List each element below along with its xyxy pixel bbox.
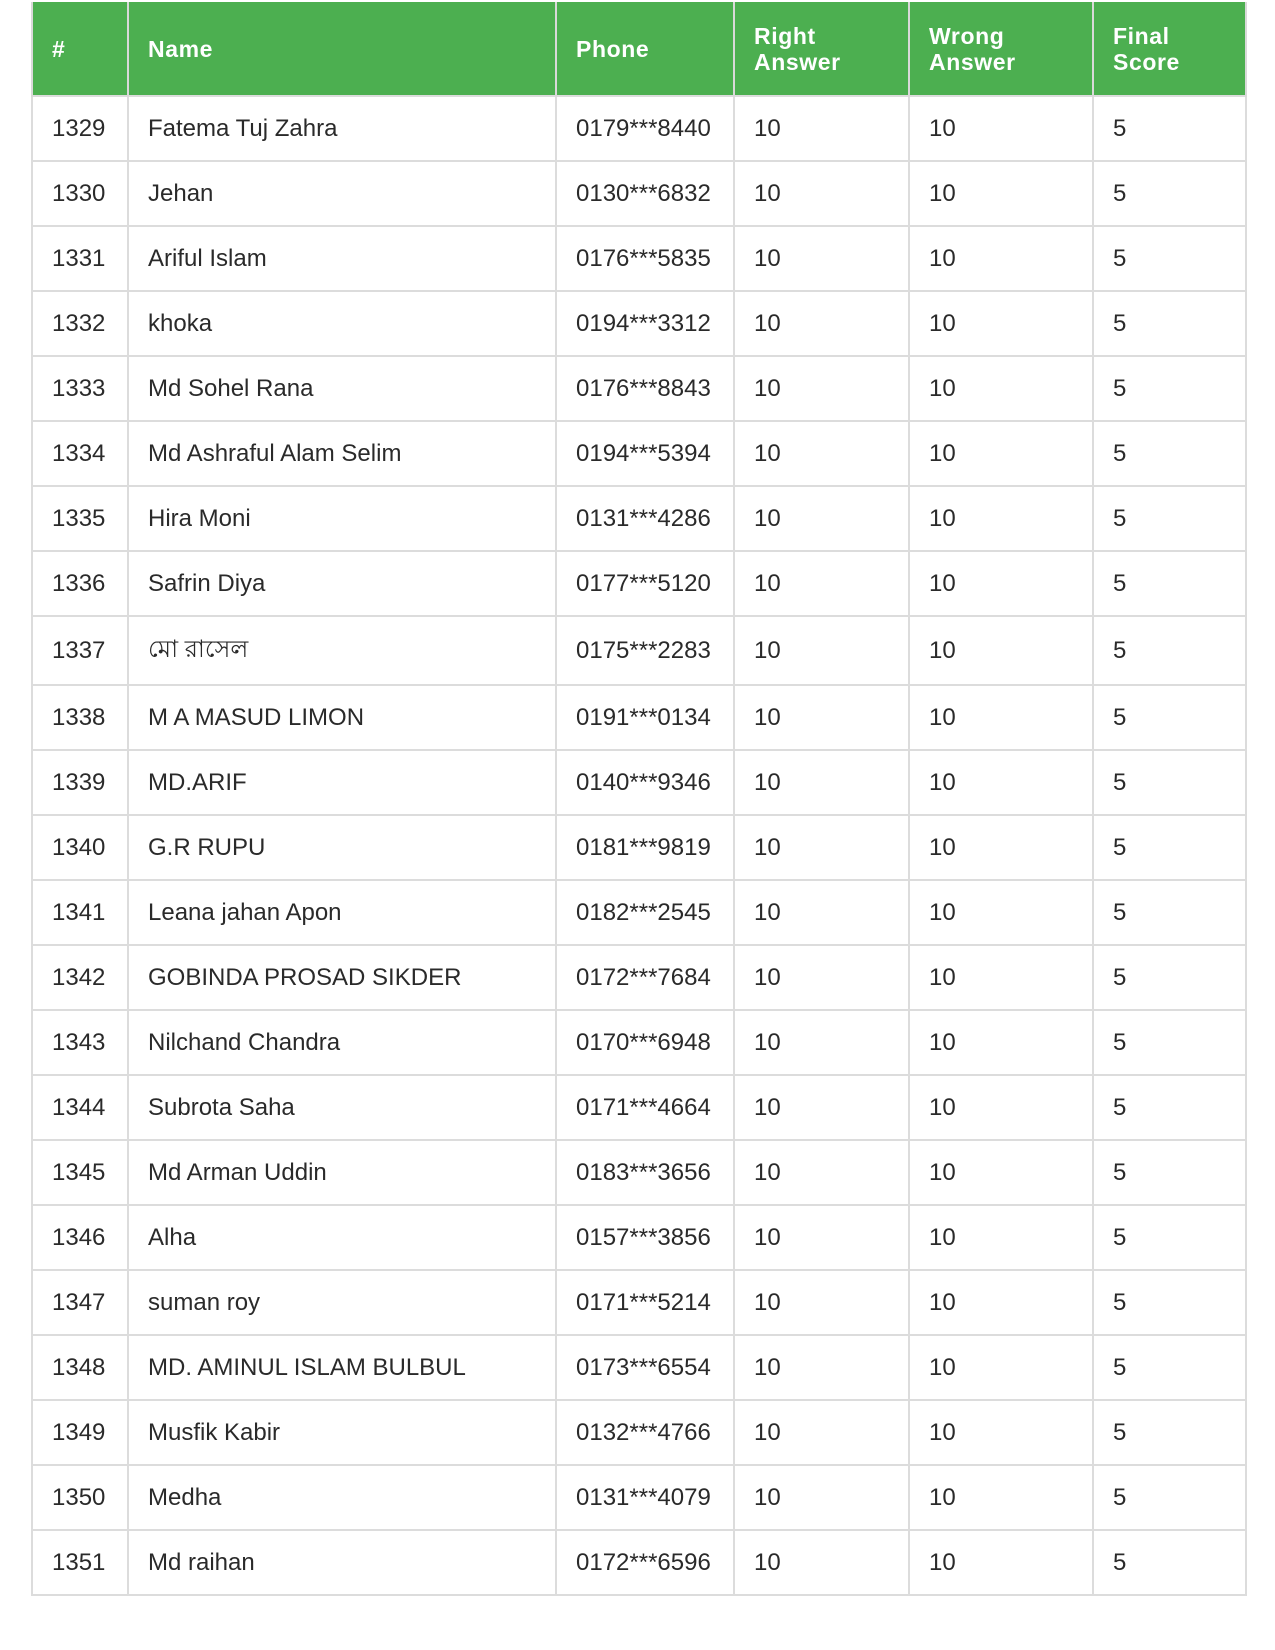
name-cell: M A MASUD LIMON (128, 685, 556, 750)
table-header (32, 2, 1246, 96)
right-answer-cell: 10 (734, 551, 909, 616)
wrong-answer-cell: 10 (909, 1530, 1093, 1595)
phone-cell: 0177***5120 (556, 551, 734, 616)
right-answer-cell: 10 (734, 616, 909, 685)
table-row (32, 291, 1246, 356)
wrong-answer-cell: 10 (909, 1205, 1093, 1270)
row-number-cell: 1340 (32, 815, 128, 880)
right-answer-cell: 10 (734, 226, 909, 291)
row-number-cell: 1351 (32, 1530, 128, 1595)
final-score-cell: 5 (1093, 815, 1246, 880)
phone-cell: 0181***9819 (556, 815, 734, 880)
final-score-cell: 5 (1093, 1335, 1246, 1400)
row-number-cell: 1335 (32, 486, 128, 551)
table-row (32, 356, 1246, 421)
phone-cell: 0175***2283 (556, 616, 734, 685)
wrong-answer-cell: 10 (909, 291, 1093, 356)
phone-cell: 0132***4766 (556, 1400, 734, 1465)
table-row (32, 161, 1246, 226)
table-row (32, 616, 1246, 685)
phone-cell: 0191***0134 (556, 685, 734, 750)
name-cell: Md raihan (128, 1530, 556, 1595)
right-answer-cell: 10 (734, 486, 909, 551)
right-answer-cell: 10 (734, 96, 909, 161)
name-cell: Nilchand Chandra (128, 1010, 556, 1075)
right-answer-cell: 10 (734, 421, 909, 486)
header-right-answer-line2: Answer (754, 48, 841, 75)
phone-cell: 0173***6554 (556, 1335, 734, 1400)
table-row (32, 1075, 1246, 1140)
wrong-answer-cell: 10 (909, 1335, 1093, 1400)
row-number-cell: 1331 (32, 226, 128, 291)
phone-cell: 0176***5835 (556, 226, 734, 291)
row-number-cell: 1344 (32, 1075, 128, 1140)
wrong-answer-cell: 10 (909, 1400, 1093, 1465)
final-score-cell: 5 (1093, 421, 1246, 486)
final-score-cell: 5 (1093, 96, 1246, 161)
row-number-cell: 1342 (32, 945, 128, 1010)
phone-cell: 0157***3856 (556, 1205, 734, 1270)
right-answer-cell: 10 (734, 1400, 909, 1465)
name-cell: MD. AMINUL ISLAM BULBUL (128, 1335, 556, 1400)
wrong-answer-cell: 10 (909, 356, 1093, 421)
wrong-answer-cell: 10 (909, 1270, 1093, 1335)
row-number-cell: 1348 (32, 1335, 128, 1400)
final-score-cell: 5 (1093, 880, 1246, 945)
header-right-answer (734, 2, 909, 96)
table-row (32, 685, 1246, 750)
phone-cell: 0183***3656 (556, 1140, 734, 1205)
phone-cell: 0172***6596 (556, 1530, 734, 1595)
name-cell: Md Ashraful Alam Selim (128, 421, 556, 486)
final-score-cell: 5 (1093, 945, 1246, 1010)
final-score-cell: 5 (1093, 1400, 1246, 1465)
header-wrong-answer (909, 2, 1093, 96)
phone-cell: 0131***4079 (556, 1465, 734, 1530)
table-row (32, 486, 1246, 551)
header-wrong-answer-line1: Wrong (929, 22, 1005, 49)
table-row (32, 551, 1246, 616)
wrong-answer-cell: 10 (909, 945, 1093, 1010)
right-answer-cell: 10 (734, 161, 909, 226)
name-cell: Safrin Diya (128, 551, 556, 616)
row-number-cell: 1332 (32, 291, 128, 356)
right-answer-cell: 10 (734, 1010, 909, 1075)
final-score-cell: 5 (1093, 1140, 1246, 1205)
header-row (32, 2, 1246, 96)
name-cell: Medha (128, 1465, 556, 1530)
row-number-cell: 1347 (32, 1270, 128, 1335)
final-score-cell: 5 (1093, 1530, 1246, 1595)
final-score-cell: 5 (1093, 226, 1246, 291)
name-cell: Musfik Kabir (128, 1400, 556, 1465)
right-answer-cell: 10 (734, 945, 909, 1010)
row-number-cell: 1333 (32, 356, 128, 421)
right-answer-cell: 10 (734, 880, 909, 945)
wrong-answer-cell: 10 (909, 685, 1093, 750)
final-score-cell: 5 (1093, 291, 1246, 356)
final-score-cell: 5 (1093, 750, 1246, 815)
right-answer-cell: 10 (734, 291, 909, 356)
phone-cell: 0171***5214 (556, 1270, 734, 1335)
header-name: Name (128, 2, 556, 96)
wrong-answer-cell: 10 (909, 421, 1093, 486)
row-number-cell: 1329 (32, 96, 128, 161)
phone-cell: 0182***2545 (556, 880, 734, 945)
table-row (32, 945, 1246, 1010)
right-answer-cell: 10 (734, 356, 909, 421)
table-row (32, 750, 1246, 815)
table-row (32, 880, 1246, 945)
wrong-answer-cell: 10 (909, 226, 1093, 291)
header-phone: Phone (556, 2, 734, 96)
final-score-cell: 5 (1093, 356, 1246, 421)
table-row (32, 96, 1246, 161)
phone-cell: 0171***4664 (556, 1075, 734, 1140)
right-answer-cell: 10 (734, 1075, 909, 1140)
wrong-answer-cell: 10 (909, 1010, 1093, 1075)
table-row (32, 1530, 1246, 1595)
wrong-answer-cell: 10 (909, 1465, 1093, 1530)
right-answer-cell: 10 (734, 1335, 909, 1400)
phone-cell: 0172***7684 (556, 945, 734, 1010)
name-cell: মো রাসেল (128, 616, 556, 685)
name-cell: Fatema Tuj Zahra (128, 96, 556, 161)
header-final-score-line2: Score (1113, 48, 1180, 75)
table-row (32, 1400, 1246, 1465)
wrong-answer-cell: 10 (909, 616, 1093, 685)
name-cell: Ariful Islam (128, 226, 556, 291)
final-score-cell: 5 (1093, 1010, 1246, 1075)
results-table-container (31, 2, 1245, 1596)
right-answer-cell: 10 (734, 1270, 909, 1335)
wrong-answer-cell: 10 (909, 551, 1093, 616)
final-score-cell: 5 (1093, 486, 1246, 551)
header-right-answer-line1: Right (754, 22, 816, 49)
wrong-answer-cell: 10 (909, 96, 1093, 161)
name-cell: Leana jahan Apon (128, 880, 556, 945)
wrong-answer-cell: 10 (909, 815, 1093, 880)
final-score-cell: 5 (1093, 685, 1246, 750)
header-number: # (32, 2, 128, 96)
right-answer-cell: 10 (734, 1205, 909, 1270)
final-score-cell: 5 (1093, 1205, 1246, 1270)
row-number-cell: 1341 (32, 880, 128, 945)
phone-cell: 0194***5394 (556, 421, 734, 486)
row-number-cell: 1338 (32, 685, 128, 750)
name-cell: Jehan (128, 161, 556, 226)
table-row (32, 815, 1246, 880)
final-score-cell: 5 (1093, 551, 1246, 616)
wrong-answer-cell: 10 (909, 880, 1093, 945)
table-row (32, 1270, 1246, 1335)
phone-cell: 0179***8440 (556, 96, 734, 161)
table-row (32, 421, 1246, 486)
name-cell: Subrota Saha (128, 1075, 556, 1140)
row-number-cell: 1345 (32, 1140, 128, 1205)
final-score-cell: 5 (1093, 161, 1246, 226)
phone-cell: 0131***4286 (556, 486, 734, 551)
table-row (32, 1205, 1246, 1270)
row-number-cell: 1334 (32, 421, 128, 486)
row-number-cell: 1346 (32, 1205, 128, 1270)
header-final-score (1093, 2, 1246, 96)
row-number-cell: 1336 (32, 551, 128, 616)
name-cell: G.R RUPU (128, 815, 556, 880)
wrong-answer-cell: 10 (909, 486, 1093, 551)
results-table (31, 2, 1247, 1596)
table-row (32, 226, 1246, 291)
row-number-cell: 1350 (32, 1465, 128, 1530)
phone-cell: 0130***6832 (556, 161, 734, 226)
phone-cell: 0140***9346 (556, 750, 734, 815)
header-final-score-line1: Final (1113, 22, 1170, 49)
table-row (32, 1010, 1246, 1075)
right-answer-cell: 10 (734, 750, 909, 815)
phone-cell: 0176***8843 (556, 356, 734, 421)
wrong-answer-cell: 10 (909, 1075, 1093, 1140)
name-cell: Alha (128, 1205, 556, 1270)
wrong-answer-cell: 10 (909, 750, 1093, 815)
table-body (32, 96, 1246, 1595)
header-wrong-answer-line2: Answer (929, 48, 1016, 75)
right-answer-cell: 10 (734, 1530, 909, 1595)
row-number-cell: 1349 (32, 1400, 128, 1465)
table-row (32, 1465, 1246, 1530)
final-score-cell: 5 (1093, 1465, 1246, 1530)
row-number-cell: 1339 (32, 750, 128, 815)
name-cell: Hira Moni (128, 486, 556, 551)
final-score-cell: 5 (1093, 1270, 1246, 1335)
right-answer-cell: 10 (734, 1140, 909, 1205)
name-cell: khoka (128, 291, 556, 356)
row-number-cell: 1330 (32, 161, 128, 226)
row-number-cell: 1343 (32, 1010, 128, 1075)
name-cell: MD.ARIF (128, 750, 556, 815)
name-cell: Md Arman Uddin (128, 1140, 556, 1205)
right-answer-cell: 10 (734, 1465, 909, 1530)
right-answer-cell: 10 (734, 685, 909, 750)
name-cell: GOBINDA PROSAD SIKDER (128, 945, 556, 1010)
right-answer-cell: 10 (734, 815, 909, 880)
name-cell: Md Sohel Rana (128, 356, 556, 421)
row-number-cell: 1337 (32, 616, 128, 685)
phone-cell: 0170***6948 (556, 1010, 734, 1075)
wrong-answer-cell: 10 (909, 1140, 1093, 1205)
table-row (32, 1335, 1246, 1400)
final-score-cell: 5 (1093, 616, 1246, 685)
name-cell: suman roy (128, 1270, 556, 1335)
final-score-cell: 5 (1093, 1075, 1246, 1140)
wrong-answer-cell: 10 (909, 161, 1093, 226)
phone-cell: 0194***3312 (556, 291, 734, 356)
table-row (32, 1140, 1246, 1205)
